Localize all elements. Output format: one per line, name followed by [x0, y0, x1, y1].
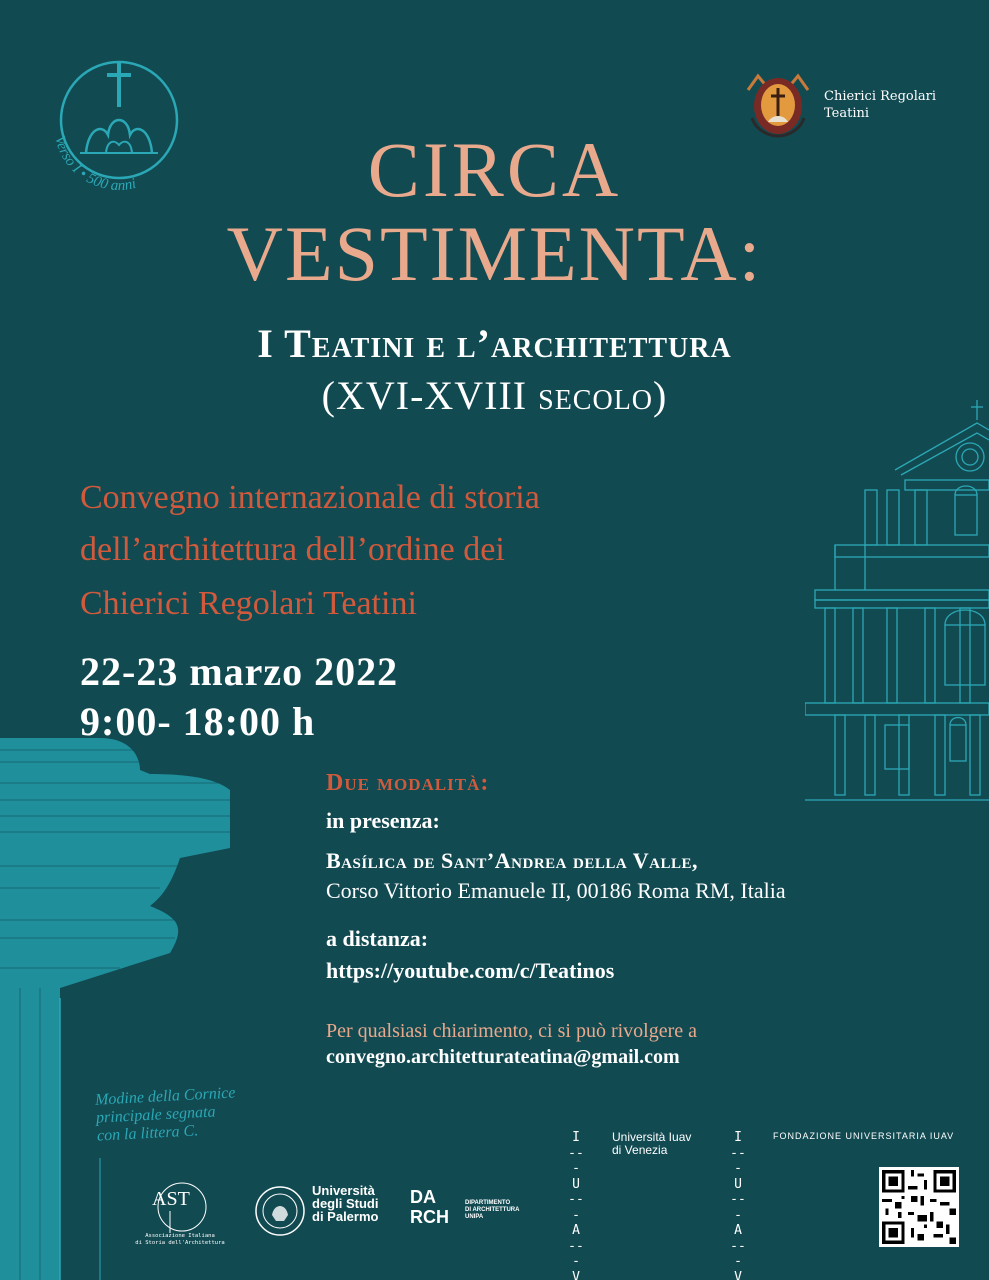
iuav-letter: A: [572, 1223, 580, 1238]
ordine-name-line1: Chierici Regolari: [824, 89, 937, 104]
cornice-caption-line2: principale segnata: [95, 1103, 216, 1127]
unipa-seal-icon: [254, 1185, 306, 1237]
iuav-letter: I: [734, 1130, 742, 1145]
darch-line3: UNIPA: [465, 1214, 484, 1220]
iuav-letter: I: [572, 1130, 580, 1145]
event-hours: 9:00- 18:00 h: [80, 699, 316, 744]
aisar-line2: di Storia dell'Architettura: [135, 1240, 225, 1246]
darch-name: [465, 1200, 519, 1221]
iuav-letter: A: [734, 1223, 742, 1238]
aisar-mark: AST: [152, 1188, 190, 1210]
cornice-caption: [95, 1084, 238, 1145]
convegno-line3: Chierici Regolari Teatini: [80, 585, 417, 622]
ordine-name-line2: Teatini: [824, 106, 870, 121]
main-title-line2: VESTIMENTA:: [226, 210, 763, 297]
convegno-line2: dell’architettura dell’ordine dei: [80, 531, 505, 568]
darch-line1: DIPARTIMENTO: [465, 1200, 511, 1206]
contact-email-link[interactable]: convegno.architetturateatina@gmail.com: [326, 1046, 680, 1068]
iuav-letter: U: [572, 1176, 580, 1192]
subtitle-line2: (XVI-XVIII secolo): [321, 373, 668, 418]
contact-text: Per qualsiasi chiarimento, ci si può rivolgere a: [326, 1020, 698, 1042]
cornice-caption-line1: Modine della Cornice: [94, 1084, 236, 1109]
darch-line2: DI ARCHITETTURA: [465, 1207, 520, 1213]
iuav-letter: U: [734, 1176, 742, 1192]
unipa-line2: degli Studi: [312, 1196, 379, 1211]
venue-name: Basílica de Sant’Andrea della Valle,: [326, 848, 699, 873]
iuav-letters-left: I --- U --- A --- V: [565, 1130, 587, 1280]
qr-code[interactable]: [879, 1167, 959, 1247]
church-facade-drawing: [805, 395, 989, 805]
distanza-label: a distanza:: [326, 926, 429, 951]
ordine-name: [824, 88, 936, 122]
venue-address: Corso Vittorio Emanuele II, 00186 Roma RM, Italia: [326, 878, 786, 903]
svg-text:RCH: RCH: [410, 1207, 449, 1226]
svg-text:DA: DA: [410, 1187, 436, 1207]
presenza-label: in presenza:: [326, 808, 440, 833]
convegno-line1: Convegno internazionale di storia: [80, 479, 540, 516]
main-title-line1: CIRCA: [367, 126, 622, 213]
unipa-line3: di Palermo: [312, 1209, 379, 1224]
modalita-heading: Due modalità:: [326, 770, 490, 796]
aisar-name: [122, 1233, 238, 1247]
iuav-letter: V: [734, 1269, 742, 1280]
subtitle-line1: I Teatini e l’architettura: [257, 321, 732, 366]
fondazione-name: FONDAZIONE UNIVERSITARIA IUAV: [773, 1131, 955, 1141]
cornice-caption-line3: con la littera C.: [96, 1122, 199, 1145]
unipa-name: [312, 1184, 378, 1223]
verso-text: Verso I • 500 anni: [51, 134, 138, 195]
event-dates: 22-23 marzo 2022: [80, 649, 399, 694]
iuav-letters-right: I --- U --- A --- V: [727, 1130, 749, 1280]
iuav-line2: di Venezia: [612, 1143, 668, 1157]
iuav-line1: Università Iuav: [612, 1130, 692, 1144]
iuav-letter: V: [572, 1269, 580, 1280]
aisar-line1: Associazione Italiana: [145, 1233, 215, 1239]
iuav-name: [612, 1131, 691, 1157]
youtube-link[interactable]: https://youtube.com/c/Teatinos: [326, 958, 615, 983]
unipa-line1: Università: [312, 1183, 375, 1198]
darch-logo: [410, 1186, 458, 1226]
